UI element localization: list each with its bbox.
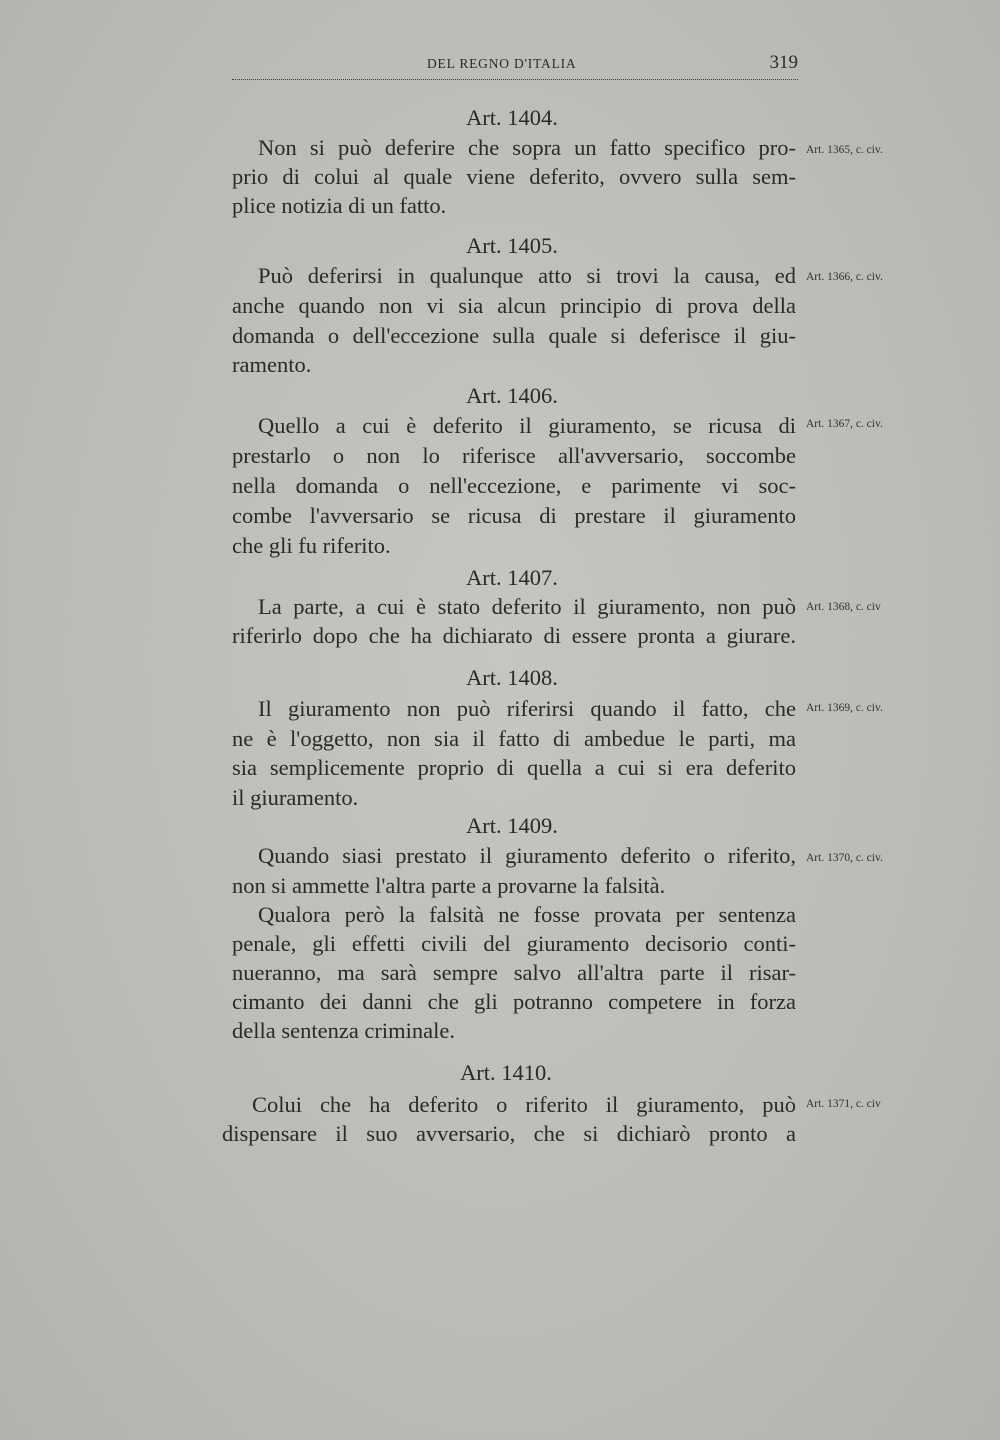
text-line: Può deferirsi in qualunque atto si trovi la causa, ed (258, 263, 796, 288)
text-line: Qualora però la falsità ne fosse provata per sentenza (258, 902, 796, 927)
text-line: il giuramento. (232, 785, 359, 810)
article-heading: Art. 1410. (460, 1060, 552, 1085)
text-line: prio di colui al quale viene deferito, ovvero sulla sem- (232, 164, 796, 189)
article-heading: Art. 1404. (466, 105, 558, 130)
article-heading: Art. 1407. (466, 565, 558, 590)
article-heading: Art. 1409. (466, 813, 558, 838)
text-line: Quando siasi prestato il giuramento deferito o riferito, (258, 843, 796, 868)
text-line: ne è l'oggetto, non sia il fatto di ambedue le parti, ma (232, 726, 796, 751)
text-line: nella domanda o nell'eccezione, e parimente vi soc- (232, 473, 796, 498)
margin-note: Art. 1365, c. civ. (806, 144, 883, 156)
article-heading: Art. 1405. (466, 233, 558, 258)
text-line: domanda o dell'eccezione sulla quale si deferisce il giu- (232, 323, 796, 348)
page-number: 319 (769, 52, 798, 73)
margin-note: Art. 1370, c. civ. (806, 852, 883, 864)
margin-note: Art. 1367, c. civ. (806, 418, 883, 430)
margin-note: Art. 1368, c. civ (806, 601, 881, 613)
text-line: anche quando non vi sia alcun principio di prova della (232, 293, 796, 318)
text-line: combe l'avversario se ricusa di prestare il giuramento (232, 503, 796, 528)
text-line: sia semplicemente proprio di quella a cui si era deferito (232, 755, 796, 780)
text-line: La parte, a cui è stato deferito il giuramento, non può (258, 594, 796, 619)
text-line: Quello a cui è deferito il giuramento, se ricusa di (258, 413, 796, 438)
text-line: Colui che ha deferito o riferito il giuramento, può (252, 1092, 796, 1117)
margin-note: Art. 1371, c. civ (806, 1098, 881, 1110)
text-line: che gli fu riferito. (232, 533, 391, 558)
text-line: prestarlo o non lo riferisce all'avversario, soccombe (232, 443, 796, 468)
text-line: dispensare il suo avversario, che si dichiarò pronto a (222, 1121, 796, 1146)
article-heading: Art. 1408. (466, 665, 558, 690)
text-line: plice notizia di un fatto. (232, 193, 447, 218)
text-line: riferirlo dopo che ha dichiarato di essere pronta a giurare. (232, 623, 796, 648)
text-line: cimanto dei danni che gli potranno competere in forza (232, 989, 796, 1014)
margin-note: Art. 1366, c. civ. (806, 271, 883, 283)
text-line: nueranno, ma sarà sempre salvo all'altra parte il risar- (232, 960, 796, 985)
margin-note: Art. 1369, c. civ. (806, 702, 883, 714)
header-rule (232, 79, 798, 80)
text-line: Non si può deferire che sopra un fatto specifico pro- (258, 135, 796, 160)
article-heading: Art. 1406. (466, 383, 558, 408)
text-line: penale, gli effetti civili del giuramento decisorio conti- (232, 931, 796, 956)
text-line: non si ammette l'altra parte a provarne la falsità. (232, 873, 666, 898)
text-line: della sentenza criminale. (232, 1018, 456, 1043)
running-head (232, 52, 798, 82)
text-line: ramento. (232, 352, 312, 377)
running-title: DEL REGNO D'ITALIA (427, 56, 577, 71)
text-line: Il giuramento non può riferirsi quando il fatto, che (258, 696, 796, 721)
